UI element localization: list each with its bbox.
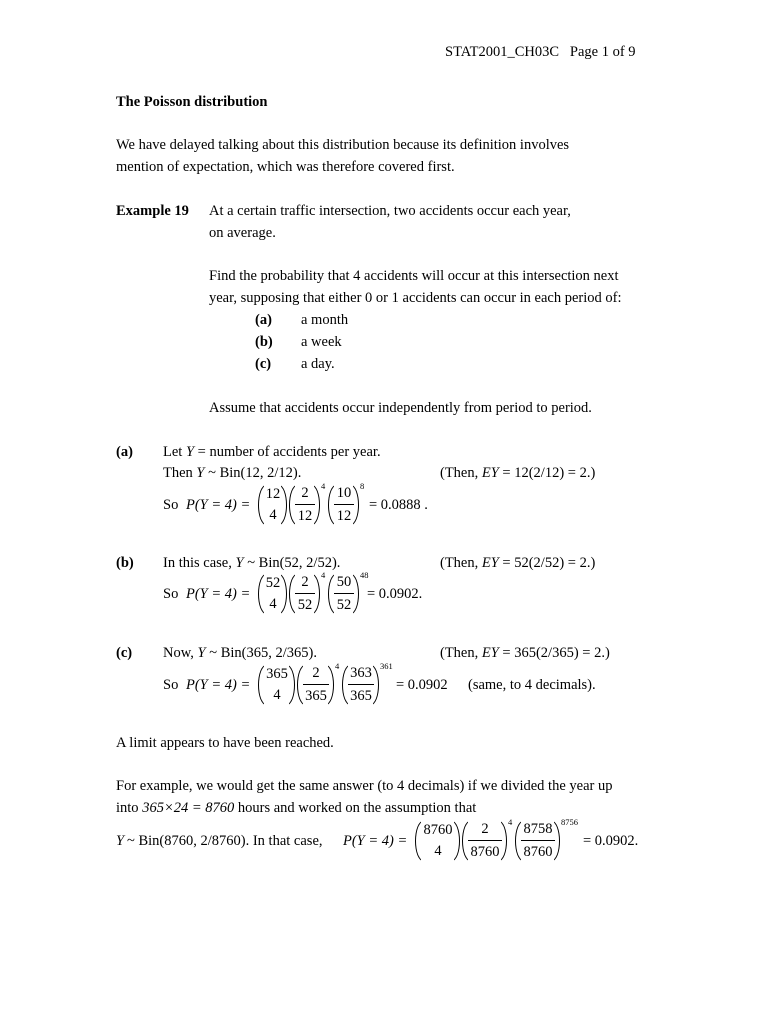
part-b-dist-line: In this case, Y ~ Bin(52, 2/52). <box>163 555 341 571</box>
part-b-equation: So P(Y = 4) = 52 4 2 52 4 50 52 48 = 0.0902. <box>163 570 423 613</box>
part-a-let-line: Let Y = number of accidents per year. <box>163 444 381 460</box>
hours-expression: 365×24 = 8760 <box>142 800 235 816</box>
example-assumption: Assume that accidents occur independently from period to period. <box>209 400 592 416</box>
part-c-dist-line: Now, Y ~ Bin(365, 2/365). <box>163 645 317 661</box>
part-c-expectation: (Then, EY = 365(2/365) = 2.) <box>440 645 610 661</box>
option-text-a: a month <box>301 312 349 328</box>
example-label: Example 19 <box>116 203 189 219</box>
final-equation: Y ~ Bin(8760, 2/8760). In that case, P(Y = 4) = 8760 4 2 8760 4 8758 8760 8756 = 0.0902. <box>116 817 639 860</box>
part-b-expectation: (Then, EY = 52(2/52) = 2.) <box>440 555 596 571</box>
final-line-1: For example, we would get the same answer (to 4 decimals) if we divided the year up <box>116 778 613 794</box>
example-line-1: At a certain traffic intersection, two accidents occur each year, <box>209 203 571 219</box>
final-line-2: into 365×24 = 8760 hours and worked on the assumption that <box>116 800 477 816</box>
example-find-1: Find the probability that 4 accidents will occur at this intersection next <box>209 268 619 284</box>
part-a-expectation: (Then, EY = 12(2/12) = 2.) <box>440 465 596 481</box>
option-label-b: (b) <box>255 334 273 350</box>
part-a-dist-line: Then Y ~ Bin(12, 2/12). <box>163 465 302 481</box>
page-header <box>445 45 636 60</box>
option-text-b: a week <box>301 334 342 350</box>
part-a-label: (a) <box>116 444 133 460</box>
intro-line-2: mention of expectation, which was therefore covered first. <box>116 159 455 175</box>
option-label-a: (a) <box>255 312 272 328</box>
part-b-label: (b) <box>116 555 134 571</box>
course-code: STAT2001_CH03C <box>445 44 560 60</box>
example-find-2: year, supposing that either 0 or 1 accidents can occur in each period of: <box>209 290 622 306</box>
part-a-equation: So P(Y = 4) = 12 4 2 12 4 10 12 8 = 0.0888 . <box>163 481 428 524</box>
option-label-c: (c) <box>255 356 272 372</box>
limit-sentence: A limit appears to have been reached. <box>116 735 334 751</box>
intro-line-1: We have delayed talking about this distribution because its definition involves <box>116 137 570 153</box>
page-number: Page 1 of 9 <box>569 44 636 60</box>
example-line-2: on average. <box>209 225 276 241</box>
part-c-label: (c) <box>116 645 133 661</box>
section-title: The Poisson distribution <box>116 94 268 110</box>
option-text-c: a day. <box>301 356 335 372</box>
part-c-equation: So P(Y = 4) = 365 4 2 365 4 363 365 361 = 0.0902 (same, to 4 decimals). <box>163 661 596 704</box>
